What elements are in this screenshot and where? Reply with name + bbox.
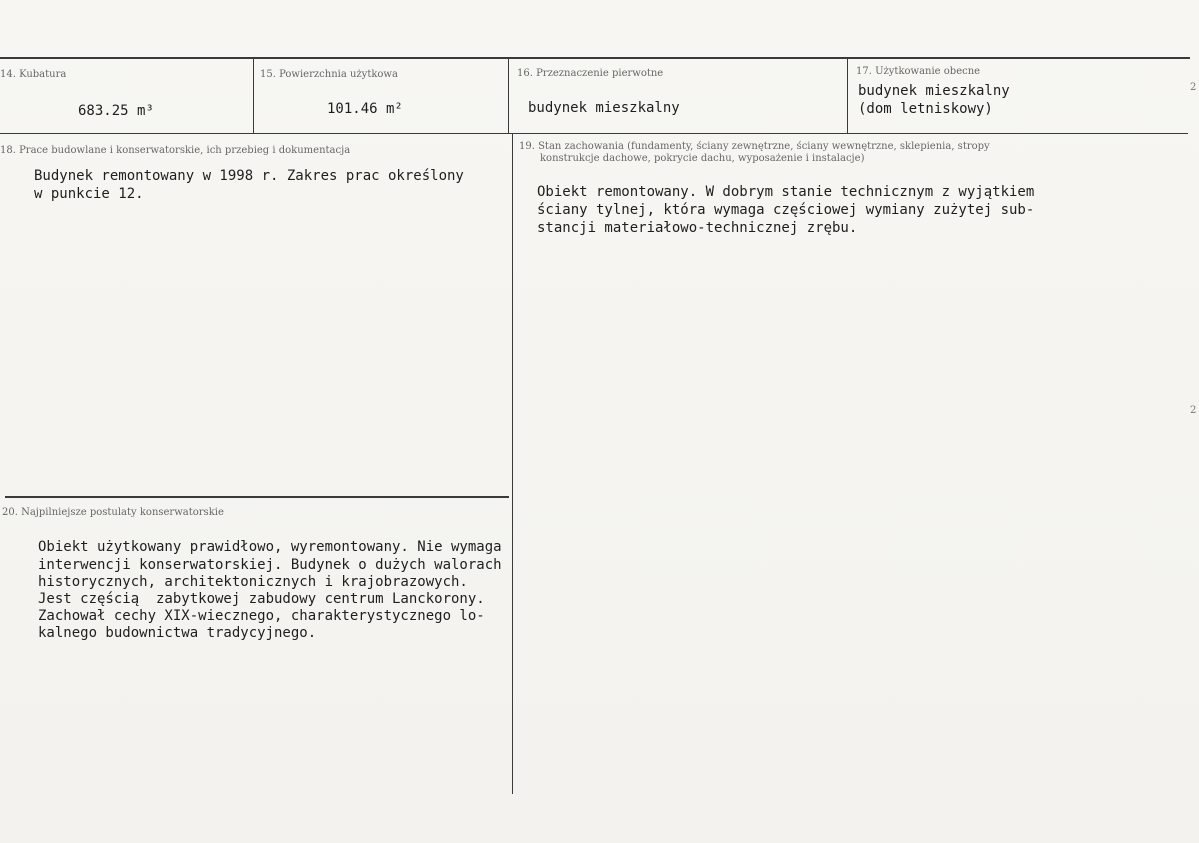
powierzchnia-value: 101.46 m² bbox=[327, 101, 403, 117]
margin-mark-middle: 2 bbox=[1190, 405, 1197, 416]
prace-line-2: w punkcie 12. bbox=[34, 186, 144, 202]
uzytkowanie-value-line2: (dom letniskowy) bbox=[858, 101, 993, 117]
divider-16-17 bbox=[847, 59, 848, 133]
postulaty-label: 20. Najpilniejsze postulaty konserwatorskie bbox=[2, 507, 224, 518]
kubatura-label: 14. Kubatura bbox=[0, 69, 67, 80]
kubatura-value: 683.25 m³ bbox=[78, 103, 154, 119]
prace-line-1: Budynek remontowany w 1998 r. Zakres prac określony bbox=[34, 168, 464, 184]
divider-14-15 bbox=[253, 59, 254, 133]
przeznaczenie-value: budynek mieszkalny bbox=[528, 100, 680, 116]
uzytkowanie-label: 17. Użytkowanie obecne bbox=[856, 66, 981, 77]
postulaty-line-4: Jest częścią zabytkowej zabudowy centrum Lanckorony. bbox=[38, 591, 485, 607]
postulaty-line-5: Zachował cechy XIX-wiecznego, charakterystycznego lo- bbox=[38, 608, 485, 624]
powierzchnia-label: 15. Powierzchnia użytkowa bbox=[260, 69, 398, 80]
uzytkowanie-value-line1: budynek mieszkalny bbox=[858, 83, 1010, 99]
przeznaczenie-label: 16. Przeznaczenie pierwotne bbox=[517, 68, 664, 79]
postulaty-line-1: Obiekt użytkowany prawidłowo, wyremontowany. Nie wymaga bbox=[38, 539, 502, 555]
stan-zachowania-label-line1: 19. Stan zachowania (fundamenty, ściany zewnętrzne, ściany wewnętrzne, sklepienia, stropy bbox=[519, 141, 990, 152]
section-20-top-rule bbox=[5, 496, 509, 498]
stan-line-3: stancji materiałowo-technicznej zrębu. bbox=[537, 220, 858, 236]
postulaty-line-2: interwencji konserwatorskiej. Budynek o dużych walorach bbox=[38, 557, 502, 573]
prace-budowlane-label: 18. Prace budowlane i konserwatorskie, ich przebieg i dokumentacja bbox=[0, 145, 351, 156]
header-row-bottom-rule bbox=[0, 133, 1188, 134]
stan-line-1: Obiekt remontowany. W dobrym stanie technicznym z wyjątkiem bbox=[537, 184, 1035, 200]
top-rule bbox=[0, 57, 1190, 59]
postulaty-line-6: kalnego budownictwa tradycyjnego. bbox=[38, 625, 317, 641]
postulaty-line-3: historycznych, architektonicznych i krajobrazowych. bbox=[38, 574, 468, 590]
divider-left-right-column bbox=[512, 134, 513, 794]
divider-15-16 bbox=[508, 59, 509, 133]
stan-zachowania-label-line2: konstrukcje dachowe, pokrycie dachu, wyposażenie i instalacje) bbox=[540, 153, 865, 164]
margin-mark-top: 2 bbox=[1190, 82, 1197, 93]
stan-line-2: ściany tylnej, która wymaga częściowej wymiany zużytej sub- bbox=[537, 202, 1035, 218]
